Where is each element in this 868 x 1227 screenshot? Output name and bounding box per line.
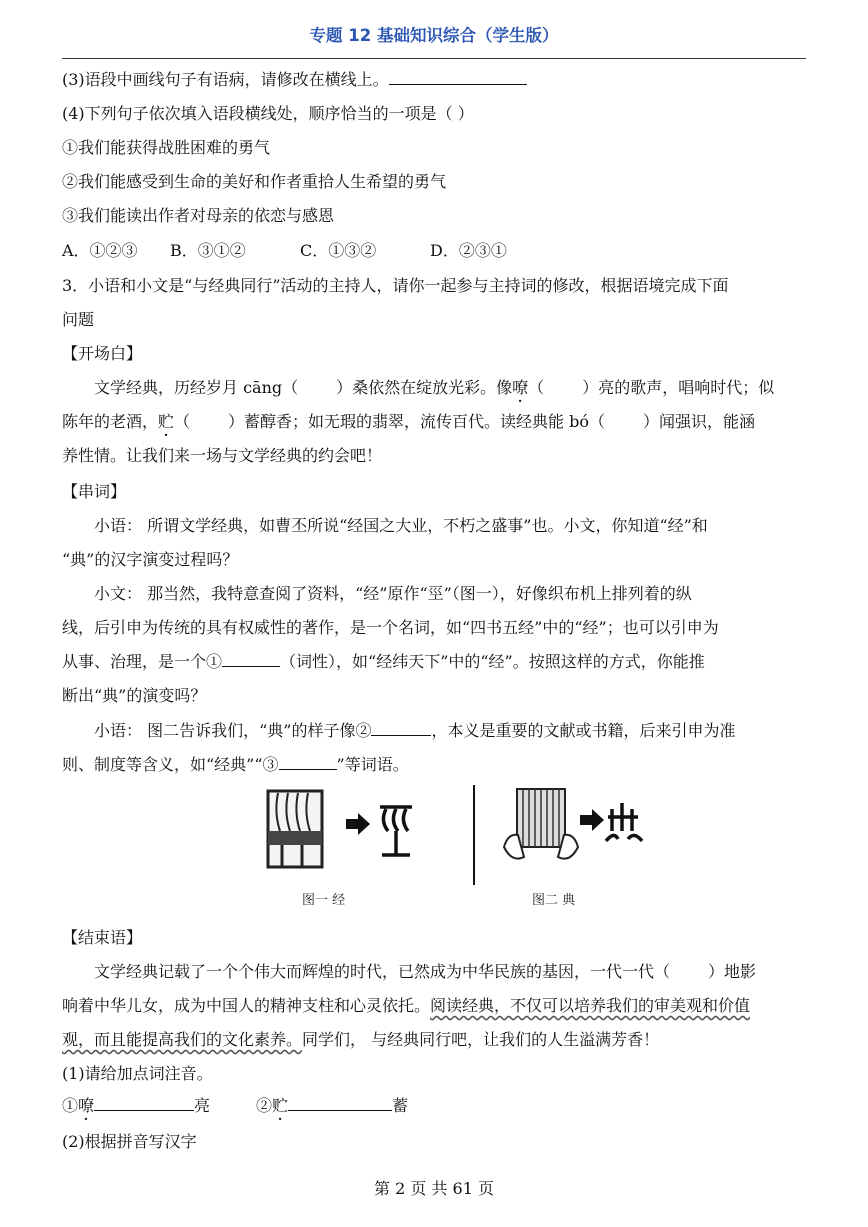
text-run: 响着中华儿女，成为中国人的精神支柱和心灵依托。 [62,996,431,1015]
dialogue-p1-line2: “典”的汉字演变过程吗？ [62,550,239,569]
closing-line-3 [62,1030,659,1050]
sentence-1: ①我们能获得战胜困难的勇气 [62,138,271,157]
arrow-icon [346,813,370,835]
text-run: 蓄 [392,1096,409,1115]
text-run: ② [256,1096,273,1115]
page-header-title: 专题 12 基础知识综合（学生版） [309,26,559,45]
text-run: 同学们， 与经典同行吧，让我们的人生溢满芳香！ [302,1030,660,1049]
sentence-2: ②我们能感受到生命的美好和作者重拾人生希望的勇气 [62,172,447,191]
text-run: ）亮的歌声，唱响时代；似 [582,378,775,397]
question-4-stem: (4)下列句子依次填入语段横线处，顺序恰当的一项是（ ） [62,104,474,123]
text-run: ”等词语。 [336,755,409,774]
page-footer: 第 2 页 共 61 页 [374,1179,494,1198]
option-d: D．②③① [430,241,507,260]
underlined-sentence: 阅读经典，不仅可以培养我们的审美观和价值 [430,996,751,1015]
closing-heading: 【结束语】 [62,928,143,947]
figure-2-caption: 图二 典 [532,893,576,908]
dialogue-p2-line4: 断出“典”的演变吗？ [62,686,207,705]
ancient-dian-glyph [606,803,642,841]
subquestion-2-stem: (2)根据拼音写汉字 [62,1132,197,1151]
opening-line-3: 养性情。让我们来一场与文学经典的约会吧！ [62,446,383,465]
closing-line-2 [62,996,750,1016]
dialogue-p3-line2 [62,755,409,775]
subquestion-1-stem: (1)请给加点词注音。 [62,1064,213,1083]
answer-blank [389,70,527,85]
header-divider [62,58,806,59]
dotted-character: 贮 [272,1096,289,1115]
text-run: （ [528,378,545,397]
ancient-jing-glyph [380,807,412,855]
loom-drawing [268,791,322,867]
sentence-3: ③我们能读出作者对母亲的依恋与感恩 [62,206,335,225]
text-run: 小语： 图二告诉我们，“典”的样子像② [94,721,372,740]
text-run: （词性），如“经纬天下”中的“经”。按照这样的方式，你能推 [280,652,705,671]
figure-illustration [262,785,652,885]
underlined-sentence: 观，而且能提高我们的文化素养。 [62,1030,303,1049]
answer-blank [279,755,337,770]
dotted-character: 嘹 [512,378,529,397]
text-run: 则、制度等含义，如“经典”“③ [62,755,279,774]
text-run: ）闻强识，能涵 [643,412,756,431]
text-run: ）蓄醇香；如无瑕的翡翠，流传百代。读经典能 bó（ [228,412,606,431]
option-a: A．①②③ [62,241,138,260]
character-evolution-figure [262,785,652,910]
option-b: B．③①② [170,241,246,260]
opening-line-1 [94,378,774,398]
dialogue-p2-line2: 线，后引申为传统的具有权威性的著作，是一个名词，如“四书五经”中的“经”；也可以引申为 [62,618,719,637]
answer-blank [94,1096,194,1111]
figure-1-caption: 图一 经 [302,893,346,908]
option-c: C．①③② [300,241,377,260]
text-run: ，本义是重要的文献或书籍，后来引申为准 [431,721,736,740]
dotted-character: 嘹 [78,1096,95,1115]
text-run: 从事、治理，是一个① [62,652,223,671]
question-3-stem-line2: 问题 [62,310,95,329]
text-run: ① [62,1096,79,1115]
dotted-character: 贮 [158,412,175,431]
hands-holding-book-drawing [504,789,578,859]
dialogue-heading: 【串词】 [62,482,127,501]
answer-blank [371,721,431,736]
opening-heading: 【开场白】 [62,344,143,363]
dialogue-p3-line1 [94,721,735,741]
text-run: ）桑依然在绽放光彩。像 [336,378,513,397]
text-run: 文学经典，历经岁月 cāng（ [94,378,299,397]
text-run: 陈年的老酒， [62,412,159,431]
subquestion-1-answers [62,1096,408,1116]
text-run: 文学经典记载了一个个伟大而辉煌的时代，已然成为中华民族的基因，一代一代（ [94,962,671,981]
question-3-stem-line1: 3．小语和小文是“与经典同行”活动的主持人，请你一起参与主持词的修改，根据语境完成下面 [62,276,729,295]
question-3-3-stem: (3)语段中画线句子有语病，请修改在横线上。 [62,70,389,89]
dialogue-p1-line1: 小语： 所谓文学经典，如曹丕所说“经国之大业，不朽之盛事”也。小文，你知道“经”和 [94,516,708,535]
dialogue-p2-line1: 小文： 那当然，我特意查阅了资料，“经”原作“巠”（图一），好像织布机上排列着的纵 [94,584,692,603]
answer-blank [222,652,280,667]
text-run: ）地影 [708,962,757,981]
choice-options [62,241,538,261]
arrow-icon [580,809,604,831]
text-run: （ [174,412,191,431]
text-run: 亮 [194,1096,211,1115]
answer-blank [288,1096,392,1111]
dialogue-p2-line3 [62,652,705,672]
question-3-3 [62,70,527,90]
opening-line-2 [62,412,755,432]
closing-line-1 [94,962,756,982]
